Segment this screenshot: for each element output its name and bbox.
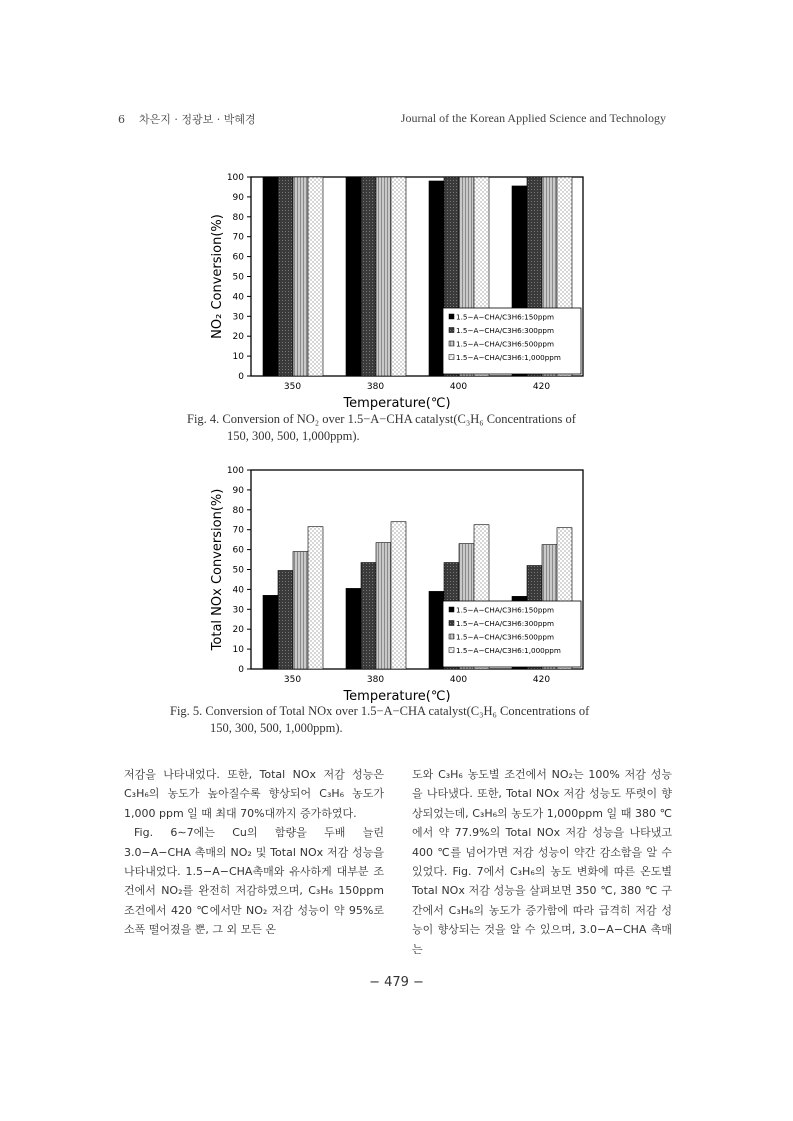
- legend-swatch: [449, 621, 454, 626]
- y-tick-label: 100: [226, 466, 244, 476]
- bar-380-s3: [376, 177, 391, 376]
- y-tick-label: 100: [226, 173, 244, 183]
- bar-380-s2: [361, 177, 376, 376]
- figure-5-caption: [170, 703, 589, 737]
- fig5-caption-line1: Fig. 5. Conversion of Total NOx over 1.5−A−CHA catalyst(C₃H₆ Concentrations of: [170, 704, 590, 718]
- legend-swatch: [449, 634, 454, 639]
- figure-5-chart: [0, 458, 793, 707]
- bar-400-s1: [429, 181, 444, 376]
- fig4-caption-line2: 150, 300, 500, 1,000ppm).: [227, 429, 360, 443]
- y-tick-label: 80: [232, 212, 244, 223]
- legend-label: 1.5−A−CHA/C3H6:150ppm: [456, 312, 554, 322]
- y-tick-label: 20: [232, 332, 244, 343]
- legend-swatch: [449, 314, 454, 319]
- legend-label: 1.5−A−CHA/C3H6:150ppm: [456, 605, 554, 615]
- y-tick-label: 70: [232, 525, 244, 536]
- legend-swatch: [449, 648, 454, 653]
- fig4-caption-line1: Fig. 4. Conversion of NO₂ over 1.5−A−CHA catalyst(C₃H₆ Concentrations of: [187, 412, 576, 426]
- figure-4-chart: [0, 165, 793, 414]
- y-tick-label: 30: [232, 605, 244, 616]
- bar-380-s4: [391, 177, 406, 376]
- y-axis-title: Total NOx Conversion(%): [210, 488, 225, 651]
- x-tick-label: 350: [283, 382, 302, 392]
- x-tick-label: 380: [366, 382, 385, 392]
- running-header-journal: Journal of the Korean Applied Science and Technology: [400, 111, 666, 125]
- bar-350-s2: [278, 570, 293, 669]
- header-authors: 차은지 · 정광보 · 박혜경: [139, 113, 256, 126]
- y-tick-label: 40: [232, 585, 244, 596]
- bar-350-s1: [263, 595, 278, 669]
- x-tick-label: 400: [449, 675, 468, 685]
- x-axis-title: Temperature(℃): [343, 396, 451, 410]
- y-tick-label: 70: [232, 232, 244, 243]
- x-tick-label: 380: [366, 675, 385, 685]
- running-header-authors: [118, 111, 256, 127]
- bar-380-s2: [361, 563, 376, 669]
- legend-label: 1.5−A−CHA/C3H6:300ppm: [456, 619, 554, 628]
- fig5-caption-line2: 150, 300, 500, 1,000ppm).: [210, 721, 343, 735]
- x-tick-label: 400: [449, 382, 468, 392]
- legend-label: 1.5−A−CHA/C3H6:500ppm: [456, 339, 554, 349]
- legend-swatch: [449, 355, 454, 360]
- legend-swatch: [449, 328, 454, 333]
- legend-swatch: [449, 341, 454, 346]
- x-tick-label: 420: [532, 675, 551, 685]
- legend-swatch: [449, 607, 454, 612]
- fig4-svg: [0, 165, 793, 410]
- page-number: − 479 −: [369, 975, 424, 990]
- x-tick-label: 420: [532, 382, 551, 392]
- legend-label: 1.5−A−CHA/C3H6:300ppm: [456, 326, 554, 335]
- bar-350-s4: [308, 527, 323, 669]
- y-tick-label: 40: [232, 292, 244, 303]
- bar-350-s3: [293, 552, 308, 669]
- y-tick-label: 10: [232, 352, 244, 363]
- body-column-right: [412, 765, 672, 959]
- y-tick-label: 80: [232, 505, 244, 516]
- figure-4-caption: [187, 411, 576, 445]
- bar-380-s3: [376, 543, 391, 669]
- legend-label: 1.5−A−CHA/C3H6:1,000ppm: [456, 353, 561, 362]
- y-tick-label: 10: [232, 645, 244, 656]
- y-tick-label: 0: [238, 665, 244, 675]
- header-page-number: 6: [118, 113, 125, 126]
- bar-380-s4: [391, 522, 406, 669]
- y-tick-label: 50: [232, 272, 244, 283]
- x-tick-label: 350: [283, 675, 302, 685]
- y-axis-title: NO₂ Conversion(%): [210, 214, 225, 339]
- y-tick-label: 30: [232, 312, 244, 323]
- body-column-left: [124, 765, 384, 940]
- bar-380-s1: [346, 588, 361, 669]
- bar-400-s1: [429, 591, 444, 669]
- legend-label: 1.5−A−CHA/C3H6:1,000ppm: [456, 646, 561, 655]
- y-tick-label: 90: [232, 192, 244, 203]
- bar-350-s2: [278, 177, 293, 376]
- bar-350-s3: [293, 177, 308, 376]
- y-tick-label: 90: [232, 485, 244, 496]
- y-tick-label: 0: [238, 372, 244, 382]
- y-tick-label: 60: [232, 545, 244, 556]
- fig5-svg: [0, 458, 793, 703]
- left-paragraph-2: Fig. 6∼7에는 Cu의 함량을 두배 늘린 3.0−A−CHA 촉매의 NO₂ 및 Total NOx 저감 성능을 나타내었다. 1.5−A−CHA촉매와 유사하게 대부분 조건에서 NO₂를 완전히 저감하였으며, C₃H₆ 150ppm 조건에서 420 ℃에서만 NO₂ 저감 성능이 약 95%로 소폭 떨어졌을 뿐, 그 외 모든 온: [124, 826, 384, 937]
- bar-350-s4: [308, 177, 323, 376]
- bar-380-s1: [346, 177, 361, 376]
- x-axis-title: Temperature(℃): [343, 689, 451, 703]
- right-paragraph-1: 도와 C₃H₆ 농도별 조건에서 NO₂는 100% 저감 성능을 나타냈다. 또한, Total NOx 저감 성능도 뚜렷이 향상되었는데, C₃H₆의 농도가 1,000ppm 일 때 380 ℃에서 약 77.9%의 Total NOx 저감 성능을 나타냈고 400 ℃를 넘어가면 저감 성능이 약간 감소함을 알 수 있었다. Fig. 7에서 C₃H₆의 농도 변화에 따른 온도별 Total NOx 저감 성능을 살펴보면 350 ℃, 380 ℃ 구간에서 C₃H₆의 농도가 증가함에 따라 급격히 저감 성능이 향상되는 것을 알 수 있으며, 3.0−A−CHA 촉매는: [412, 768, 672, 956]
- bar-350-s1: [263, 177, 278, 376]
- y-tick-label: 20: [232, 625, 244, 636]
- left-paragraph-1: 저감을 나타내었다. 또한, Total NOx 저감 성능은 C₃H₆의 농도가 높아질수록 향상되어 C₃H₆ 농도가 1,000 ppm 일 때 최대 70%대까지 증가하였다.: [124, 768, 384, 820]
- y-tick-label: 50: [232, 565, 244, 576]
- y-tick-label: 60: [232, 252, 244, 263]
- legend-label: 1.5−A−CHA/C3H6:500ppm: [456, 632, 554, 642]
